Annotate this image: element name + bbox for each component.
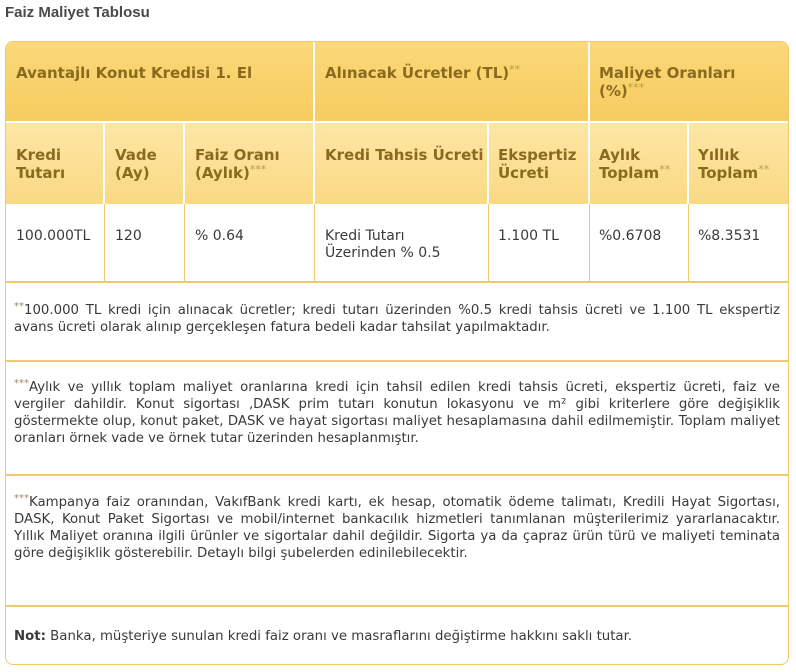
cell-monthly-total: %0.6708	[599, 228, 662, 244]
header-rate: Faiz Oranı (Aylık)***	[195, 146, 280, 182]
header-divider	[103, 122, 105, 204]
row-divider	[6, 605, 788, 607]
cost-table	[5, 41, 789, 665]
header-divider	[183, 122, 185, 204]
row-divider	[6, 281, 788, 283]
header-term: Vade (Ay)	[115, 146, 157, 182]
cell-border	[184, 204, 185, 281]
header-divider	[487, 122, 489, 204]
cell-border	[589, 204, 590, 281]
header-fees: Alınacak Ücretler (TL)**	[325, 63, 521, 82]
note-fees: **100.000 TL kredi için alınacak ücretler; kredi tutarı üzerinden %0.5 kredi tahsis ücreti ve 1.100 TL ekspertiz avans ücreti olarak alınıp gerçekleşen fatura bedeli kadar tahsilat yapılmaktadır.	[14, 301, 780, 335]
cell-border	[488, 204, 489, 281]
cell-appraisal-fee: 1.100 TL	[498, 228, 559, 244]
header-monthly-total: Aylık Toplam**	[599, 146, 671, 182]
header-annual-total: Yıllık Toplam**	[698, 146, 770, 182]
cell-border	[314, 204, 315, 281]
note-cost-ratios: ***Aylık ve yıllık toplam maliyet oranlarına kredi için tahsil edilen kredi tahsis ücreti, ekspertiz ücreti, faiz ve vergiler dahildir. Konut sigortası ,DASK prim tutarı konutun lokasyonu ve m² gibi kriterlere göre değişiklik göstermekte olup, konut paket, DASK ve hayat sigortası maliyet hesaplamasına dahil edilmemiştir. Toplam maliyet oranları örnek vade ve örnek tutar üzerinden hesaplanmıştır.	[14, 378, 780, 446]
header-divider	[313, 42, 315, 204]
header-cost-ratios: Maliyet Oranları (%)***	[599, 64, 736, 100]
row-divider	[6, 474, 788, 476]
cell-annual-total: %8.3531	[698, 228, 761, 244]
header-divider	[588, 42, 590, 204]
note-final-text: Banka, müşteriye sunulan kredi faiz oranı ve masraflarını değiştirme hakkını saklı tutar.	[50, 629, 633, 644]
cell-allocation-fee: Kredi Tutarı Üzerinden % 0.5	[325, 228, 441, 261]
cell-term: 120	[115, 228, 142, 244]
page-title: Faiz Maliyet Tablosu	[5, 4, 150, 21]
row-divider	[6, 360, 788, 362]
cell-border	[104, 204, 105, 281]
header-divider-h	[6, 121, 788, 123]
header-credit-amount: Kredi Tutarı	[16, 146, 66, 182]
note-campaign: ***Kampanya faiz oranından, VakıfBank kredi kartı, ek hesap, otomatik ödeme talimatı, Kredili Hayat Sigortası, DASK, Konut Paket Sigortası ve mobil/internet bankacılık hizmetleri tanımlanan müşterilerimiz yararlanacaktır. Yıllık Maliyet oranına ilgili ürünler ve sigortalar dahil değildir. Sigorta ya da çapraz ürün türü ve maliyeti teminata göre değişiklik gösterebilir. Detaylı bilgi şubelerden edinilebilecektir.	[14, 493, 780, 561]
header-product: Avantajlı Konut Kredisi 1. El	[16, 64, 253, 82]
cell-rate: % 0.64	[195, 228, 244, 244]
note-final-label: Not:	[14, 629, 46, 644]
header-divider	[687, 122, 689, 204]
header-allocation-fee: Kredi Tahsis Ücreti	[325, 146, 484, 164]
header-appraisal-fee: Ekspertiz Ücreti	[498, 146, 577, 182]
cell-credit-amount: 100.000TL	[16, 228, 91, 244]
cell-border	[688, 204, 689, 281]
note-final	[14, 628, 780, 645]
